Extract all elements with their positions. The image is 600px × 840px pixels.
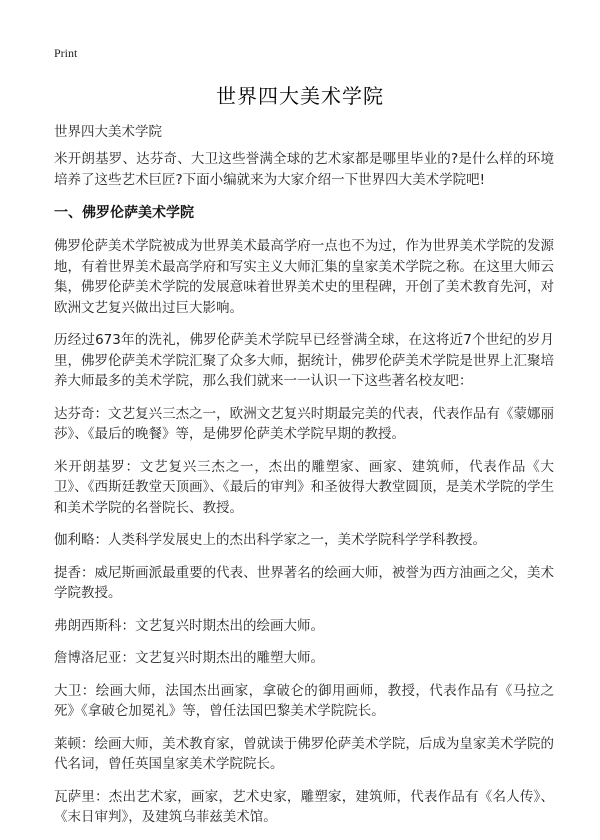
alumni-francesco: 弗朗西斯科：文艺复兴时期杰出的绘画大师。 bbox=[54, 617, 324, 634]
paragraph-history: 历经过673年的洗礼，佛罗伦萨美术学院早已经誉满全球，在这将近7个世纪的岁月里，佛罗伦萨美术学院汇聚了众多大师，据统计，佛罗伦萨美术学院是世界上汇聚培养大师最多的美术学院，那么我们就来一一认识一下这些著名校友吧： bbox=[54, 332, 554, 389]
alumni-michelangelo: 米开朗基罗：文艺复兴三杰之一，杰出的雕塑家、画家、建筑师，代表作品《大卫》、《西斯廷教堂天顶画》、《最后的审判》和圣彼得大教堂圆顶，是美术学院的学生和美术学院的名誉院长、教授。 bbox=[54, 458, 554, 516]
alumni-giambologna: 詹博洛尼亚：文艺复兴时期杰出的雕塑大师。 bbox=[54, 650, 324, 666]
alumni-titian: 提香：威尼斯画派最重要的代表、世界著名的绘画大师，被誉为西方油画之父，美术学院教授。 bbox=[54, 564, 554, 601]
article-body bbox=[54, 149, 554, 840]
alumni-galileo: 伽利略：人类科学发展史上的杰出科学家之一，美术学院科学学科教授。 bbox=[54, 532, 486, 548]
alumni-davinci: 达芬奇：文艺复兴三杰之一，欧洲文艺复兴时期最完美的代表，代表作品有《蒙娜丽莎》、《最后的晚餐》等，是佛罗伦萨美术学院早期的教授。 bbox=[54, 405, 554, 442]
article-subtitle: 世界四大美术学院 bbox=[54, 124, 162, 140]
print-link[interactable]: Print bbox=[54, 46, 78, 60]
intro-paragraph: 米开朗基罗、达芬奇、大卫这些誉满全球的艺术家都是哪里毕业的?是什么样的环境培养了这些艺术巨匠?下面小编就来为大家介绍一下世界四大美术学院吧! bbox=[54, 151, 554, 188]
section-heading: 一、佛罗伦萨美术学院 bbox=[54, 205, 194, 221]
paragraph-overview: 佛罗伦萨美术学院被成为世界美术最高学府一点也不为过，作为世界美术学院的发源地，有着世界美术最高学府和写实主义大师汇集的皇家美术学院之称。在这里大师云集，佛罗伦萨美术学院的发展意味着世界美术史的里程碑，开创了美术教育先河，对欧洲文艺复兴做出过巨大影响。 bbox=[54, 238, 554, 316]
alumni-vasari: 瓦萨里：杰出艺术家，画家，艺术史家，雕塑家，建筑师，代表作品有《名人传》、《末日审判》，及建筑乌菲兹美术馆。 bbox=[54, 788, 554, 825]
alumni-leighton: 莱顿：绘画大师，美术教育家，曾就读于佛罗伦萨美术学院，后成为皇家美术学院的代名词，曾任英国皇家美术学院院长。 bbox=[54, 735, 554, 772]
alumni-david: 大卫：绘画大师，法国杰出画家，拿破仑的御用画师，教授，代表作品有《马拉之死》《拿破仑加冕礼》等，曾任法国巴黎美术学院院长。 bbox=[54, 682, 554, 719]
page-title: 世界四大美术学院 bbox=[216, 84, 384, 108]
